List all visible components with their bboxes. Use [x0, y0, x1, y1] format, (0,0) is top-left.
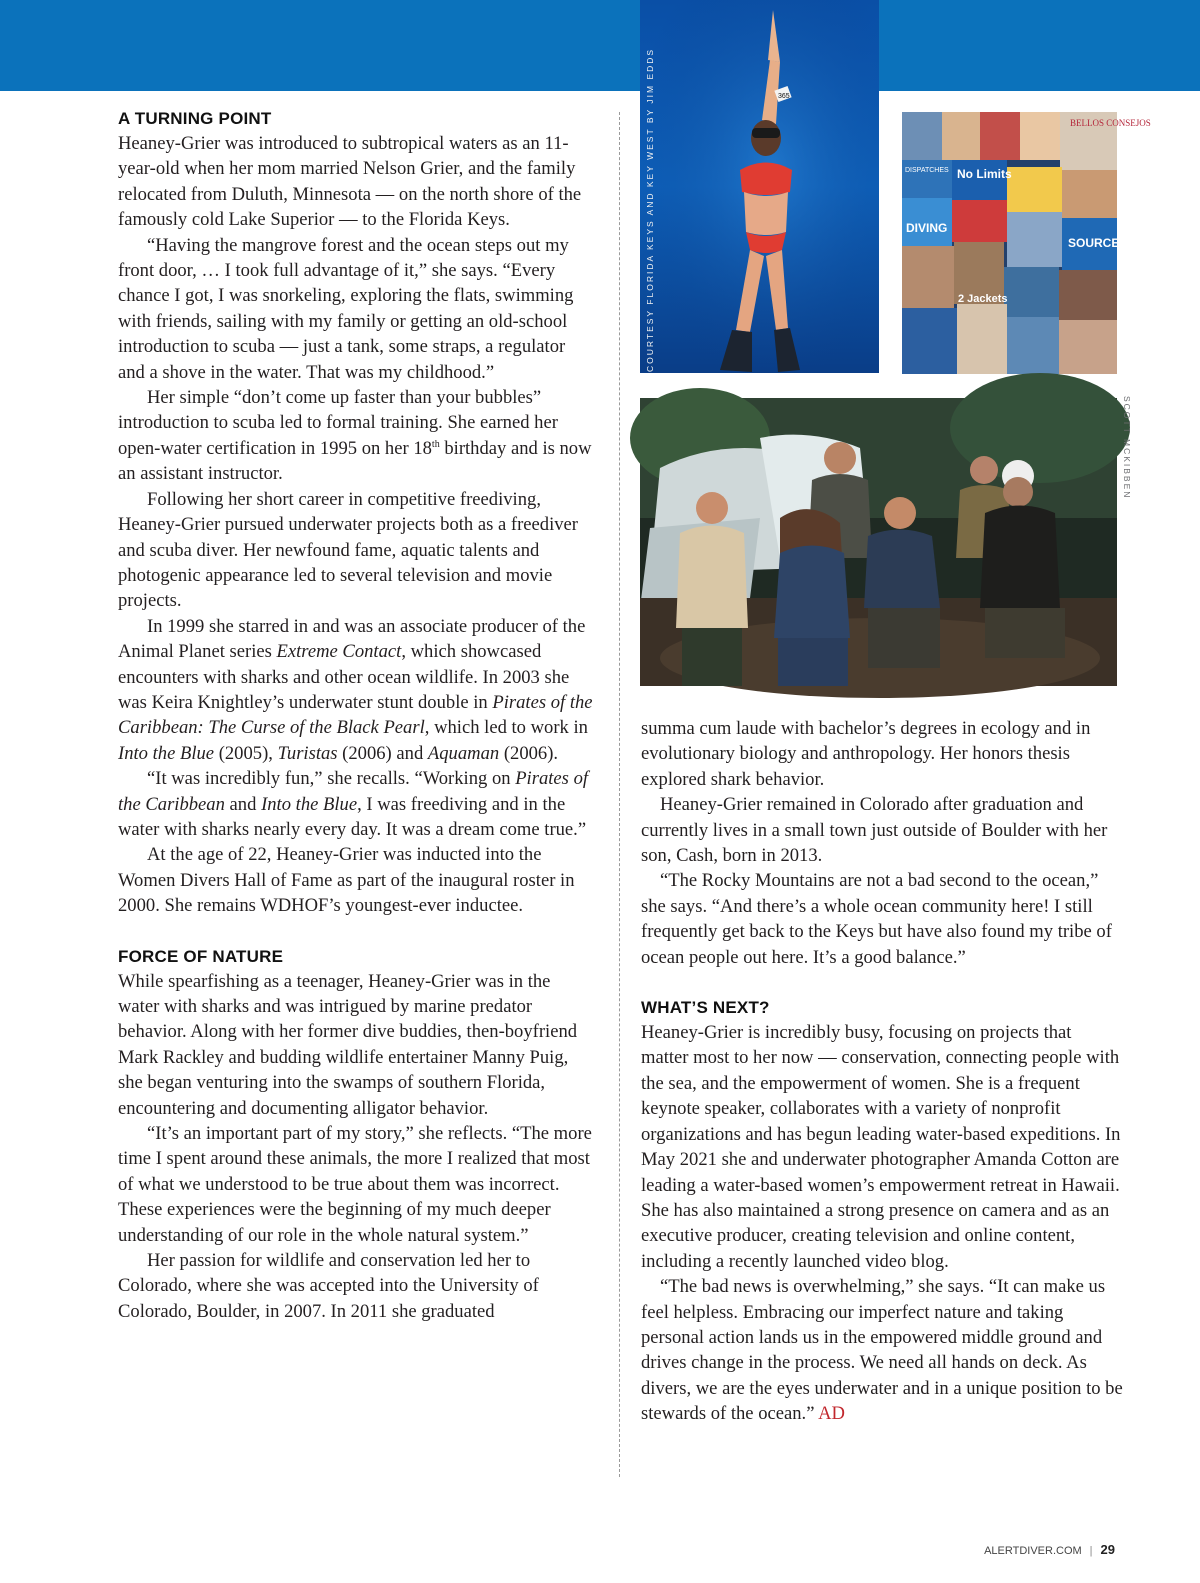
paragraph: “It’s an important part of my story,” she reflects. “The more time I spent around these animals, the more I realized that most of what we understood to be true about them was incorrect. These experiences were the beginning of my much deeper understanding of our role in the whole natural system.” — [118, 1123, 592, 1246]
cover-text-3: No Limits — [957, 167, 1012, 181]
text-run: birthday and is now an assistant instructor. — [118, 437, 592, 485]
text-run: (2006) and — [337, 742, 428, 764]
text-run: , which showcased encounters with sharks and other ocean wildlife. In 2003 she was Keira Knightley’s underwater stunt double in — [118, 641, 570, 713]
footer-site: ALERTDIVER.COM — [984, 1545, 1082, 1557]
left-column — [118, 106, 596, 1324]
paragraph: At the age of 22, Heaney-Grier was inducted into the Women Divers Hall of Fame as part of the inaugural roster in 2000. She remains WDHOF’s youngest-ever inductee. — [118, 844, 575, 917]
title-italic: Extreme Contact — [276, 641, 402, 663]
text-run: (2006). — [499, 742, 559, 764]
cover-text-6: 2 Jackets — [958, 293, 1008, 305]
paragraph: Heaney-Grier was introduced to subtropical waters as an 11-year-old when her mom married Nelson Grier, and the family relocated from Duluth, Minnesota — on the north shore of the famously cold Lake Superior — to the Florida Keys. — [118, 133, 582, 231]
text-run: and — [224, 793, 262, 815]
column-divider — [619, 112, 620, 1477]
section-heading-turning-point: A TURNING POINT — [118, 109, 272, 128]
paragraph: While spearfishing as a teenager, Heaney-Grier was in the water with sharks and was intrigued by marine predator behavior. Along with her former dive buddies, then-boyfriend Mark Rackley and budding wildlife entertainer Manny Puig, she began venturing into the swamps of southern Florida, encountering and documenting alligator behavior. — [118, 970, 578, 1119]
right-column — [641, 716, 1123, 1427]
cover-text-5: SOURCE — [1068, 236, 1120, 250]
section-heading-force-of-nature: FORCE OF NATURE — [118, 946, 284, 966]
magazine-covers-collage — [902, 112, 1151, 374]
paragraph — [118, 385, 596, 487]
team-waterfall-photo — [640, 398, 1117, 686]
text-run: “It was incredibly fun,” she recalls. “Working on — [147, 768, 516, 790]
title-italic: Pirates of the Caribbean — [118, 768, 589, 815]
top-color-band — [0, 0, 1200, 91]
title-italic: Pirates of the Caribbean: The Curse of the Black Pearl — [118, 691, 593, 739]
cover-text-4: DIVING — [906, 221, 948, 235]
freediver-photo — [640, 0, 879, 373]
diver-number-tag: 365 — [778, 93, 790, 100]
paragraph: “Having the mangrove forest and the ocean steps out my front door, … I took full advantage of it,” she says. “Every chance I got, I was snorkeling, exploring the flats, swimming with friends, sailing with my family or getting an old-school introduction to scuba — just a tank, some straps, a regulator and a shove in the water. That was my childhood.” — [118, 234, 574, 383]
title-italic: Into the Blue — [261, 793, 358, 815]
paragraph: Following her short career in competitive freediving, Heaney-Grier pursued underwater projects both as a freediver and scuba diver. Her newfound fame, aquatic talents and photogenic appearance led to several television and movie projects. — [118, 488, 578, 612]
title-italic: Turistas — [277, 742, 338, 764]
footer-separator: | — [1089, 1545, 1093, 1557]
title-italic: Aquaman — [427, 742, 500, 764]
section-heading-whats-next: WHAT’S NEXT? — [641, 998, 770, 1018]
paragraph: “The Rocky Mountains are not a bad second to the ocean,” she says. “And there’s a whole ocean community here! I still frequently get back to the Keys but have also found my tribe of ocean people out here. It’s a good balance.” — [641, 870, 1112, 968]
diver-photo-credit: COURTESY FLORIDA KEYS AND KEY WEST BY JIM EDDS — [645, 47, 655, 372]
paragraph — [118, 614, 596, 766]
paragraph — [118, 766, 596, 842]
end-mark: AD — [818, 1403, 845, 1425]
paragraph — [641, 1274, 1123, 1426]
paragraph: Her passion for wildlife and conservation led her to Colorado, where she was accepted into the University of Colorado, Boulder, in 2007. In 2011 she graduated — [118, 1250, 539, 1322]
paragraph: Heaney-Grier is incredibly busy, focusing on projects that matter most to her now — conservation, connecting people with the sea, and the empowerment of women. She is a frequent keynote speaker, collaborates with a variety of nonprofit organizations and has begun leading water-based expeditions. In May 2021 she and underwater photographer Amanda Cotton are leading a water-based women’s empowerment retreat in Hawaii. She has also maintained a strong presence on camera and as an executive producer, creating television and online content, including a recently launched video blog. — [641, 1022, 1121, 1272]
text-run: Her simple “don’t come up faster than your bubbles” introduction to scuba led to formal training. She earned her open-water certification in 1995 on her 18 — [118, 387, 558, 459]
cover-text-2: DISPATCHES — [905, 167, 949, 174]
paragraph: Heaney-Grier remained in Colorado after graduation and currently lives in a small town just outside of Boulder with her son, Cash, born in 2013. — [641, 794, 1108, 867]
superscript: th — [431, 438, 440, 450]
team-photo-credit: SCOTT MCKIBBEN — [1122, 396, 1132, 500]
paragraph: summa cum laude with bachelor’s degrees in ecology and in evolutionary biology and anthropology. Her honors thesis explored shark behavior. — [641, 718, 1091, 790]
cover-text-1: BELLOS CONSEJOS — [1070, 118, 1151, 128]
page-number: 29 — [1100, 1542, 1115, 1557]
text-run: In 1999 she starred in and was an associate producer of the Animal Planet series — [118, 615, 586, 663]
page-footer — [940, 1542, 1115, 1557]
title-italic: Into the Blue — [118, 742, 215, 764]
text-run: , I was freediving and in the water with sharks nearly every day. It was a dream come true.” — [118, 793, 587, 840]
text-run: , which led to work in — [424, 717, 588, 739]
text-run: “The bad news is overwhelming,” she says. “It can make us feel helpless. Embracing our imperfect nature and taking personal action lands us in the empowered middle ground and drives change in the process. We need all hands on deck. As divers, we are the eyes underwater and in a unique position to be stewards of the ocean.” — [641, 1276, 1123, 1425]
text-run: (2005), — [214, 742, 278, 764]
